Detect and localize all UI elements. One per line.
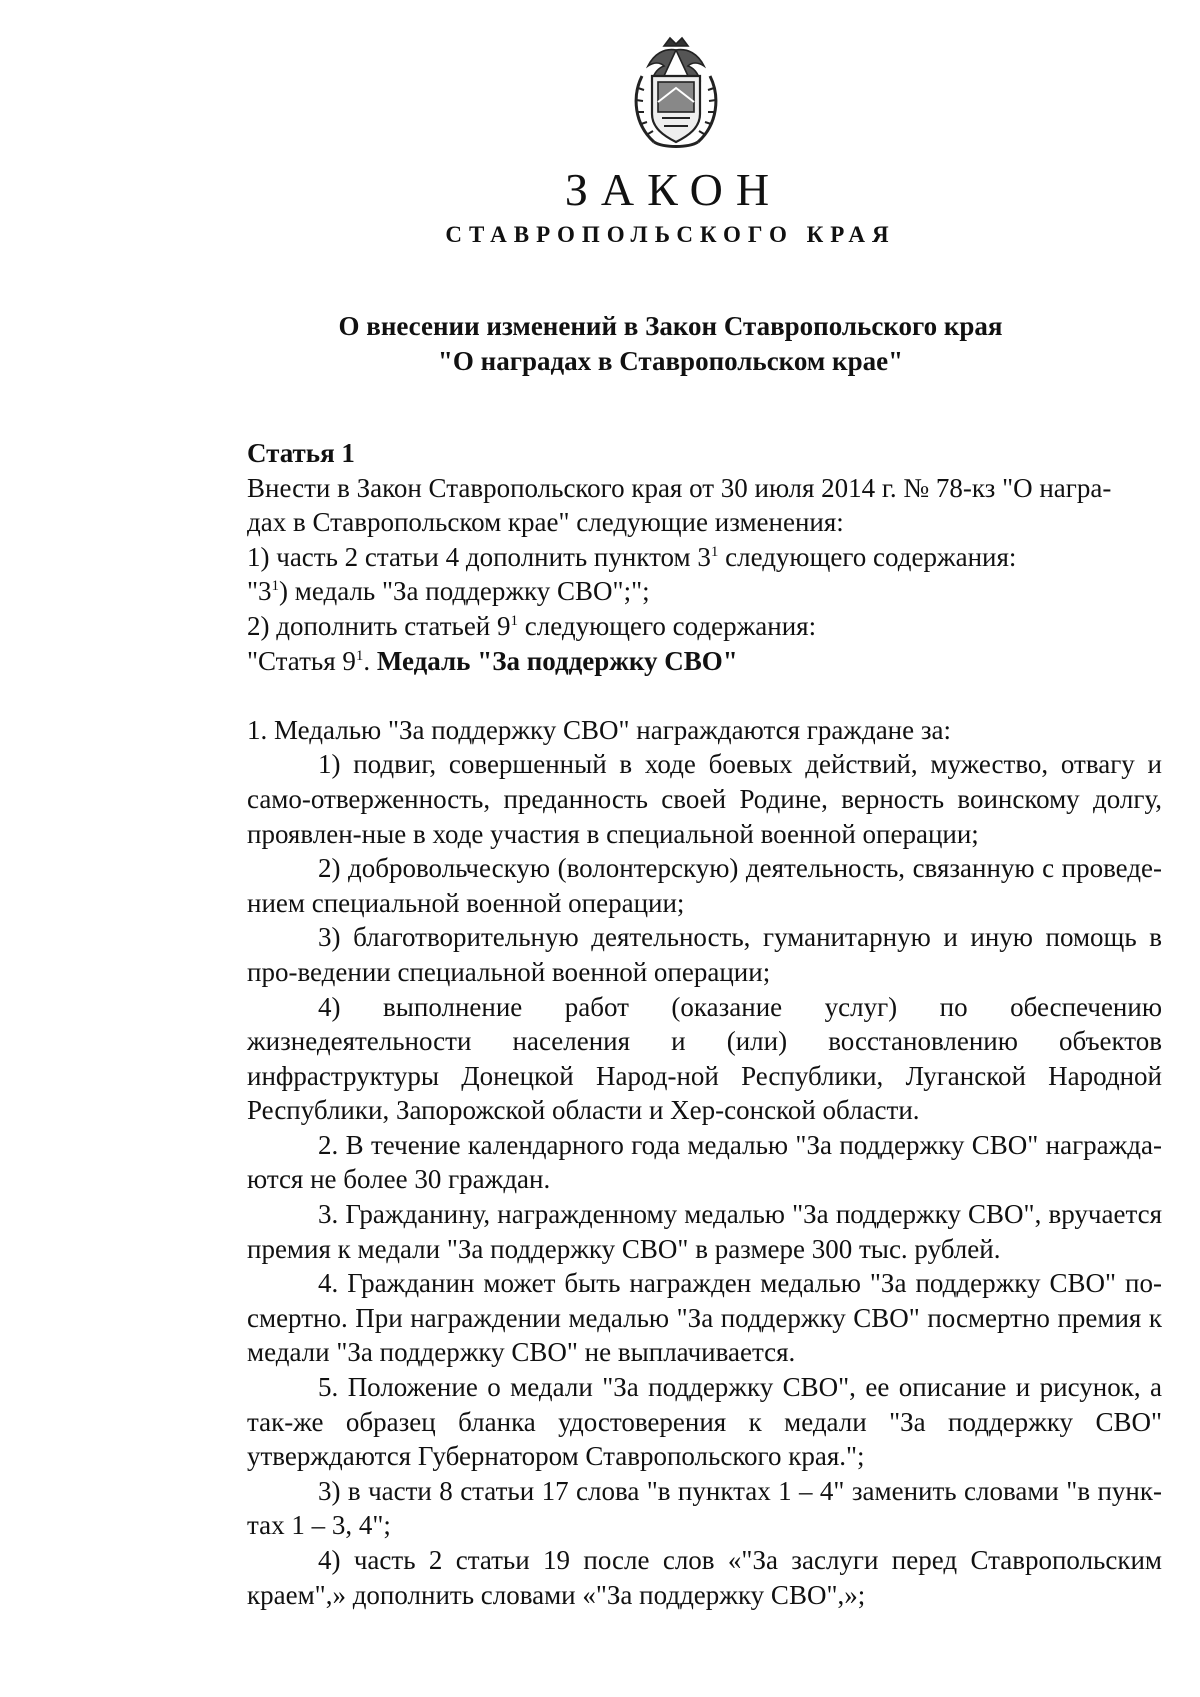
document-subtitle: СТАВРОПОЛЬСКОГО КРАЯ: [445, 222, 896, 247]
intro-line-2: дах в Ставропольском крае" следующие изменения:: [247, 507, 844, 538]
intro-line-1: Внести в Закон Ставропольского края от 30 июля 2014 г. № 78-кз "О награ-: [247, 472, 1112, 503]
amendment-item-1: 1) часть 2 статьи 4 дополнить пунктом $3^1$ следующего содержания:: [247, 541, 1017, 572]
article-title: Статья 1: [247, 438, 355, 468]
amendment-item-3: 3) в части 8 статьи 17 слова "в пунктах 1 – 4" заменить словами "в пунк-тах 1 – 3, 4";: [247, 1475, 1162, 1541]
medal-paragraph-2: 2. В течение календарного года медалью "За поддержку СВО" награжда-ются не более 30 граждан.: [247, 1129, 1162, 1195]
coat-of-arms-icon: [624, 36, 728, 152]
medal-paragraph-1: 1. Медалью "За поддержку СВО" награждаются граждане за:: [247, 714, 952, 745]
amendment-item-2-quote: "Статья $9^1$. Медаль "За поддержку СВО": [247, 645, 738, 676]
amendment-item-2: 2) дополнить статьей $9^1$ следующего содержания:: [247, 610, 817, 641]
medal-paragraph-1-1: 1) подвиг, совершенный в ходе боевых действий, мужество, отвагу и само-отверженность, преданность своей Родине, верность воинскому долгу, проявлен-ные в ходе участия в специальной военной операции;: [247, 749, 1162, 849]
medal-paragraph-5: 5. Положение о медали "За поддержку СВО", ее описание и рисунок, а так-же образец бланка удостоверения к медали "За поддержку СВО" утверждаются Губернатором Ставропольского края.";: [247, 1372, 1162, 1472]
document-title: ЗАКОН: [564, 164, 783, 215]
law-heading-line1: О внесении изменений в Закон Ставропольского края: [338, 311, 1003, 341]
medal-paragraph-1-3: 3) благотворительную деятельность, гуманитарную и иную помощь в про-ведении специальной военной операции;: [247, 922, 1162, 987]
medal-paragraph-1-4: 4) выполнение работ (оказание услуг) по обеспечению жизнедеятельности населения и (или) восстановлению объектов инфраструктуры Донецкой Народ-ной Республики, Луганской Народной Республики, Запорожской области и Хер-сонской области.: [247, 991, 1162, 1126]
spacer: [247, 678, 1162, 713]
document-body: [247, 436, 1162, 1612]
medal-paragraph-3: 3. Гражданину, награжденному медалью "За поддержку СВО", вручается премия к медали "За поддержку СВО" в размере 300 тыс. рублей.: [247, 1199, 1162, 1264]
amendment-item-1-quote: "$3^1$) медаль "За поддержку СВО";";: [247, 576, 650, 607]
medal-paragraph-1-2: 2) добровольческую (волонтерскую) деятельность, связанную с проведе-нием специальной военной операции;: [247, 853, 1162, 918]
medal-paragraph-4: 4. Гражданин может быть награжден медалью "За поддержку СВО" по-смертно. При награждении медалью "За поддержку СВО" посмертно премия к медали "За поддержку СВО" не выплачивается.: [247, 1268, 1162, 1368]
law-heading-line2: "О наградах в Ставропольском крае": [437, 346, 904, 376]
amendment-item-4: 4) часть 2 статьи 19 после слов «"За заслуги перед Ставропольским краем",» дополнить словами «"За поддержку СВО",»;: [247, 1545, 1162, 1610]
